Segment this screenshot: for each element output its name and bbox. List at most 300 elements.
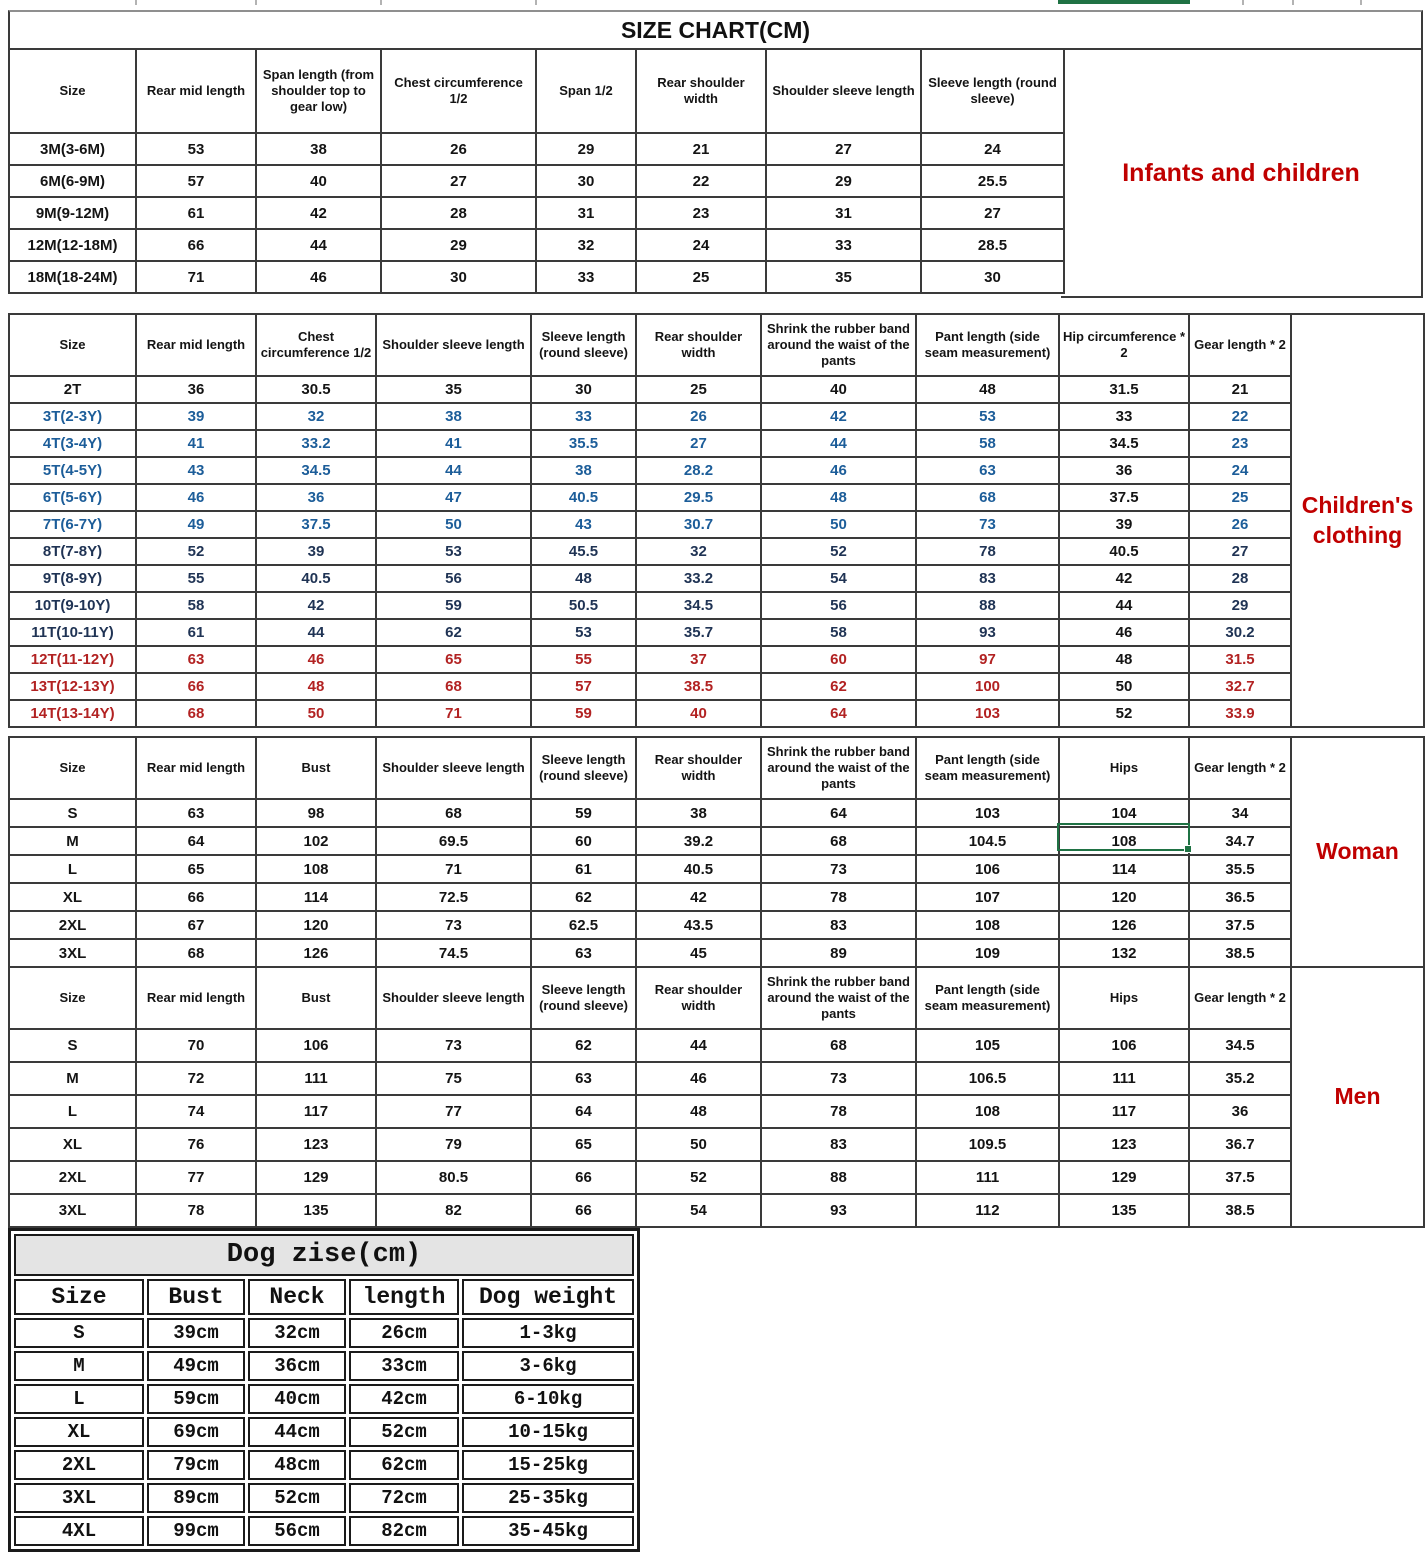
table-row [9,165,1064,197]
table-cell: 34.7 [1189,827,1291,855]
table-row [14,1483,634,1513]
table-cell: 53 [916,403,1059,430]
table-cell: 36 [1189,1095,1291,1128]
table-row [9,883,1424,911]
table-row [9,855,1424,883]
header-cell: Size [9,967,136,1029]
table-cell: 39 [1059,511,1189,538]
table-cell: 30 [531,376,636,403]
table-cell: 10-15kg [462,1417,634,1447]
table-cell: 73 [761,855,916,883]
table-cell: 76 [136,1128,256,1161]
table-cell: 132 [1059,939,1189,967]
table-cell: 58 [916,430,1059,457]
table-row [9,457,1424,484]
table-cell: 31 [766,197,921,229]
table-cell: 106 [256,1029,376,1062]
table-cell: 40.5 [531,484,636,511]
table-cell: 126 [256,939,376,967]
table-cell: 34.5 [256,457,376,484]
table-cell: 82 [376,1194,531,1227]
table-cell: 3M(3-6M) [9,133,136,165]
table-cell: 9T(8-9Y) [9,565,136,592]
table-cell: 50 [256,700,376,727]
table-cell: 104.5 [916,827,1059,855]
header-cell: Chest circumference 1/2 [256,314,376,376]
table-cell: 108 [256,855,376,883]
table-cell: 49cm [147,1351,245,1381]
table-row [9,197,1064,229]
table-cell: 104 [1059,799,1189,827]
table-cell: 40 [636,700,761,727]
table-row [9,1029,1424,1062]
header-cell: Hips [1059,967,1189,1029]
table-cell: L [9,855,136,883]
table-cell: 117 [256,1095,376,1128]
table-cell: 93 [916,619,1059,646]
table-cell: 31 [536,197,636,229]
table-cell: 57 [136,165,256,197]
table-cell: 78 [761,883,916,911]
table-cell: 105 [916,1029,1059,1062]
table-cell: 59 [531,799,636,827]
table-cell: 40.5 [636,855,761,883]
table-cell: 62.5 [531,911,636,939]
table-row [9,430,1424,457]
table-cell: 44 [636,1029,761,1062]
table-row [9,700,1424,727]
table-cell: 2XL [9,1161,136,1194]
table-cell: 41 [136,430,256,457]
table-cell: 66 [136,229,256,261]
table-cell: 26 [381,133,536,165]
header-cell: Shrink the rubber band around the waist of the pants [761,737,916,799]
table-cell: 109.5 [916,1128,1059,1161]
table-cell: 42 [1059,565,1189,592]
table-cell: 78 [761,1095,916,1128]
table-cell: 89cm [147,1483,245,1513]
table-cell: 46 [136,484,256,511]
table-cell: 46 [256,261,381,293]
table-cell: S [14,1318,144,1348]
table-row [14,1516,634,1546]
table-cell: 39.2 [636,827,761,855]
header-cell: Rear mid length [136,737,256,799]
table-cell: 7T(6-7Y) [9,511,136,538]
table-cell: 45 [636,939,761,967]
table-cell: 32.7 [1189,673,1291,700]
table-cell: 14T(13-14Y) [9,700,136,727]
table-cell: 111 [916,1161,1059,1194]
adult-size-table-block [8,736,1425,1228]
table-cell: 34.5 [1059,430,1189,457]
table-cell: 74.5 [376,939,531,967]
infants-size-table [8,48,1065,294]
table-cell: 35.5 [531,430,636,457]
table-cell: 3XL [9,1194,136,1227]
dog-size-table-block [8,1228,640,1552]
table-cell: 71 [376,700,531,727]
table-cell: 107 [916,883,1059,911]
header-cell: Shoulder sleeve length [376,967,531,1029]
table-cell: 112 [916,1194,1059,1227]
table-cell: 21 [636,133,766,165]
table-cell: 27 [636,430,761,457]
table-cell: 40.5 [256,565,376,592]
table-cell: 47 [376,484,531,511]
table-cell: 27 [1189,538,1291,565]
table-cell: 64 [761,700,916,727]
table-cell: 59 [376,592,531,619]
table-cell: 74 [136,1095,256,1128]
table-cell: 65 [531,1128,636,1161]
table-cell: 44 [761,430,916,457]
table-cell: 73 [376,1029,531,1062]
selected-column-indicator-bar [1058,0,1190,4]
dog-size-table [8,1228,640,1552]
table-cell: 40.5 [1059,538,1189,565]
table-cell: 21 [1189,376,1291,403]
table-cell: 29 [1189,592,1291,619]
table-cell: 64 [136,827,256,855]
children-size-table [8,313,1425,728]
table-cell: 48 [636,1095,761,1128]
table-cell: 40 [761,376,916,403]
table-cell: 120 [256,911,376,939]
table-cell: 64 [761,799,916,827]
table-cell: 39 [256,538,376,565]
table-cell: 30 [921,261,1064,293]
table-cell: 30.5 [256,376,376,403]
table-cell: 62 [761,673,916,700]
table-cell: 29 [381,229,536,261]
table-cell: 62cm [349,1450,459,1480]
woman-size-table [8,736,1425,968]
table-cell: 56cm [248,1516,346,1546]
table-cell: 26 [1189,511,1291,538]
table-cell: 62 [531,1029,636,1062]
table-cell: 68 [916,484,1059,511]
table-cell: 28.5 [921,229,1064,261]
table-cell: 24 [1189,457,1291,484]
header-cell: Gear length * 2 [1189,967,1291,1029]
header-cell: Size [9,737,136,799]
header-cell: Rear mid length [136,967,256,1029]
header-cell: Pant length (side seam measurement) [916,967,1059,1029]
table-cell: 33.9 [1189,700,1291,727]
table-cell: 106 [916,855,1059,883]
table-cell: 36 [1059,457,1189,484]
table-cell: 2XL [9,911,136,939]
header-cell: Bust [256,967,376,1029]
table-cell: 65 [136,855,256,883]
table-cell: 56 [761,592,916,619]
table-cell: S [9,1029,136,1062]
table-cell: 106.5 [916,1062,1059,1095]
side-label: Children's clothing [1291,314,1424,727]
table-cell: 83 [761,1128,916,1161]
header-cell: Size [14,1279,144,1315]
table-cell: 25 [1189,484,1291,511]
table-cell: 83 [761,911,916,939]
table-cell: 3-6kg [462,1351,634,1381]
table-cell: 58 [761,619,916,646]
table-cell: 61 [136,197,256,229]
table-row [14,1450,634,1480]
column-tick [1242,0,1244,5]
table-cell: 108 [916,1095,1059,1128]
table-row [14,1318,634,1348]
table-cell: 36.5 [1189,883,1291,911]
table-cell: 52 [1059,700,1189,727]
header-cell: Neck [248,1279,346,1315]
table-cell: 12M(12-18M) [9,229,136,261]
table-cell: 32cm [248,1318,346,1348]
table-cell: 72cm [349,1483,459,1513]
table-cell: 129 [1059,1161,1189,1194]
table-cell: 108 [1059,827,1189,855]
table-row [9,1161,1424,1194]
table-cell: 29 [766,165,921,197]
column-tick [380,0,382,5]
table-cell: 52 [636,1161,761,1194]
header-cell: Rear shoulder width [636,314,761,376]
table-cell: 66 [531,1161,636,1194]
table-row [9,538,1424,565]
table-cell: 22 [1189,403,1291,430]
chart-title: SIZE CHART(CM) [8,10,1423,50]
header-row [9,737,1424,799]
table-cell: 67 [136,911,256,939]
table-cell: 37.5 [1059,484,1189,511]
table-cell: 39cm [147,1318,245,1348]
table-cell: 75 [376,1062,531,1095]
table-cell: 93 [761,1194,916,1227]
header-cell: Pant length (side seam measurement) [916,737,1059,799]
table-cell: 78 [136,1194,256,1227]
table-cell: 4T(3-4Y) [9,430,136,457]
infants-side-label: Infants and children [1061,48,1423,298]
table-cell: 4XL [14,1516,144,1546]
table-cell: 27 [381,165,536,197]
table-cell: 26 [636,403,761,430]
table-cell: 57 [531,673,636,700]
table-row [9,646,1424,673]
table-row [9,565,1424,592]
header-cell: Rear shoulder width [636,967,761,1029]
table-cell: 88 [916,592,1059,619]
table-cell: 50 [761,511,916,538]
table-cell: 50.5 [531,592,636,619]
header-cell: Span length (from shoulder top to gear low) [256,49,381,133]
table-row [14,1417,634,1447]
table-cell: 32 [536,229,636,261]
table-cell: 55 [531,646,636,673]
table-cell: 36cm [248,1351,346,1381]
table-cell: 35 [766,261,921,293]
table-cell: 114 [1059,855,1189,883]
table-cell: 32 [256,403,376,430]
column-tick [255,0,257,5]
table-cell: 45.5 [531,538,636,565]
table-cell: 6M(6-9M) [9,165,136,197]
table-cell: 35.2 [1189,1062,1291,1095]
table-row [9,619,1424,646]
table-cell: 70 [136,1029,256,1062]
table-cell: 63 [916,457,1059,484]
men-size-table [8,966,1425,1228]
table-cell: 50 [1059,673,1189,700]
column-tick [1360,0,1362,5]
header-cell: Shrink the rubber band around the waist of the pants [761,314,916,376]
table-cell: 79cm [147,1450,245,1480]
table-cell: 3XL [9,939,136,967]
table-cell: 31.5 [1189,646,1291,673]
header-cell: Pant length (side seam measurement) [916,314,1059,376]
table-cell: 37.5 [1189,1161,1291,1194]
header-cell: Sleeve length (round sleeve) [921,49,1064,133]
table-cell: 78 [916,538,1059,565]
table-cell: 9M(9-12M) [9,197,136,229]
table-cell: 25 [636,376,761,403]
table-cell: 82cm [349,1516,459,1546]
table-cell: 52 [761,538,916,565]
table-cell: 35-45kg [462,1516,634,1546]
table-cell: 52cm [248,1483,346,1513]
active-cell-selection[interactable] [1057,823,1190,851]
table-cell: XL [14,1417,144,1447]
header-cell: Dog weight [462,1279,634,1315]
header-cell: Shoulder sleeve length [376,737,531,799]
table-cell: 35.7 [636,619,761,646]
table-cell: 68 [376,673,531,700]
table-cell: 40cm [248,1384,346,1414]
table-cell: 65 [376,646,531,673]
header-cell: Size [9,314,136,376]
table-cell: 46 [1059,619,1189,646]
header-row [14,1279,634,1315]
table-row [9,484,1424,511]
table-cell: 25-35kg [462,1483,634,1513]
header-cell: Sleeve length (round sleeve) [531,314,636,376]
table-cell: 98 [256,799,376,827]
table-cell: 44cm [248,1417,346,1447]
table-cell: 48 [531,565,636,592]
table-cell: 38 [376,403,531,430]
table-cell: 59 [531,700,636,727]
table-cell: 3T(2-3Y) [9,403,136,430]
table-cell: 28 [381,197,536,229]
header-cell: Hip circumference * 2 [1059,314,1189,376]
table-row [9,911,1424,939]
table-cell: 58 [136,592,256,619]
table-cell: 56 [376,565,531,592]
table-cell: 15-25kg [462,1450,634,1480]
table-cell: 44 [1059,592,1189,619]
table-cell: 38 [531,457,636,484]
header-cell: Span 1/2 [536,49,636,133]
header-row [9,314,1424,376]
table-cell: 63 [531,939,636,967]
table-row [9,403,1424,430]
table-cell: 28.2 [636,457,761,484]
table-cell: 83 [916,565,1059,592]
table-cell: 73 [376,911,531,939]
table-cell: 34 [1189,799,1291,827]
table-cell: 38.5 [1189,1194,1291,1227]
table-row [14,1351,634,1381]
header-cell: Sleeve length (round sleeve) [531,737,636,799]
table-cell: L [9,1095,136,1128]
table-cell: 30 [536,165,636,197]
table-cell: 44 [256,619,376,646]
table-cell: 5T(4-5Y) [9,457,136,484]
table-cell: 114 [256,883,376,911]
table-cell: 31.5 [1059,376,1189,403]
table-cell: 41 [376,430,531,457]
table-cell: 43.5 [636,911,761,939]
table-cell: 42 [761,403,916,430]
table-cell: 30.2 [1189,619,1291,646]
table-cell: 109 [916,939,1059,967]
table-cell: 38 [256,133,381,165]
header-cell: Gear length * 2 [1189,737,1291,799]
table-cell: 77 [136,1161,256,1194]
table-cell: XL [9,883,136,911]
header-cell: Rear mid length [136,49,256,133]
table-cell: 2XL [14,1450,144,1480]
table-row [14,1384,634,1414]
header-cell: Sleeve length (round sleeve) [531,967,636,1029]
table-row [9,1095,1424,1128]
table-cell: 68 [376,799,531,827]
table-cell: 80.5 [376,1161,531,1194]
header-cell: Chest circumference 1/2 [381,49,536,133]
fill-handle[interactable] [1184,845,1192,853]
table-cell: 48 [1059,646,1189,673]
dog-table-title: Dog zise(cm) [14,1234,634,1276]
table-cell: 37 [636,646,761,673]
header-cell: Bust [147,1279,245,1315]
table-cell: 54 [636,1194,761,1227]
table-cell: 135 [1059,1194,1189,1227]
table-cell: 24 [636,229,766,261]
column-tick [535,0,537,5]
table-cell: 26cm [349,1318,459,1348]
table-cell: 1-3kg [462,1318,634,1348]
header-cell: Gear length * 2 [1189,314,1291,376]
table-row [9,1194,1424,1227]
header-cell: Size [9,49,136,133]
header-cell: Shrink the rubber band around the waist of the pants [761,967,916,1029]
table-cell: 97 [916,646,1059,673]
table-cell: 46 [256,646,376,673]
header-cell: Rear shoulder width [636,737,761,799]
table-cell: 35 [376,376,531,403]
table-cell: 36.7 [1189,1128,1291,1161]
table-cell: 71 [376,855,531,883]
table-cell: 48 [256,673,376,700]
table-cell: 11T(10-11Y) [9,619,136,646]
table-cell: 63 [136,799,256,827]
table-cell: 42 [256,197,381,229]
table-cell: 42cm [349,1384,459,1414]
table-cell: 62 [376,619,531,646]
table-cell: 111 [256,1062,376,1095]
table-cell: 13T(12-13Y) [9,673,136,700]
table-cell: 50 [376,511,531,538]
table-cell: 60 [531,827,636,855]
